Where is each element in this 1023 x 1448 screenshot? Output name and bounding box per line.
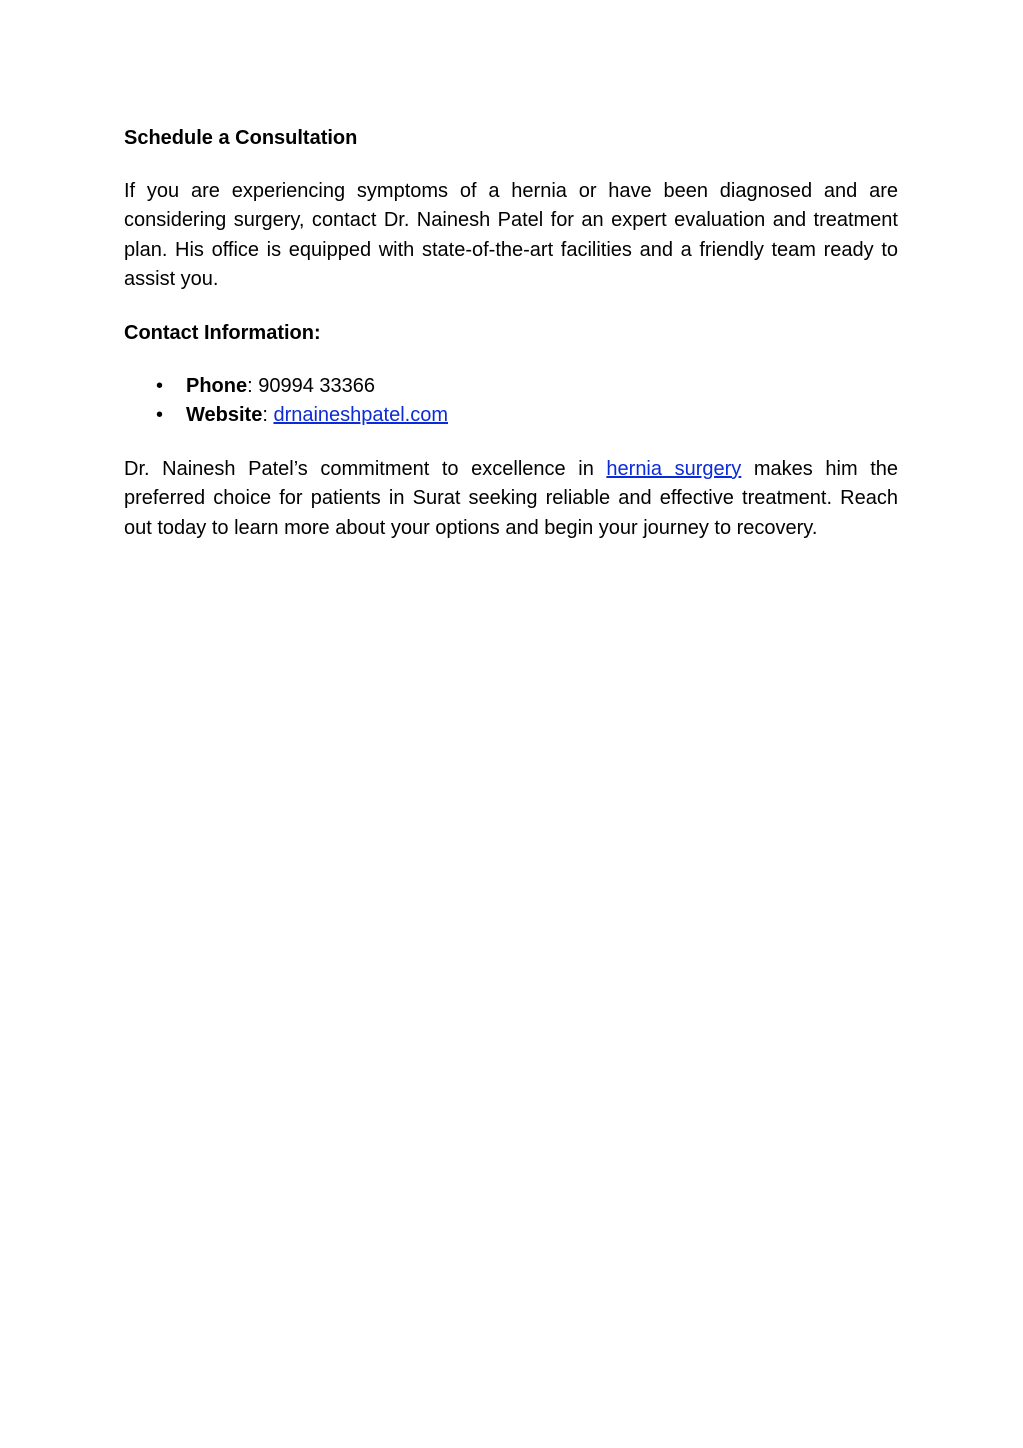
contact-list bbox=[124, 372, 898, 431]
contact-heading: Contact Information: bbox=[124, 321, 321, 344]
list-item-phone bbox=[124, 372, 898, 402]
list-item-website bbox=[124, 401, 898, 431]
phone-number: 90994 33366 bbox=[258, 374, 376, 397]
closing-text-end: makes him the preferred choice for patients in Surat seeking reliable and effective treatment. Reach out today to learn more about your options and begin your journey to recovery. bbox=[124, 457, 899, 539]
section-heading: Schedule a Consultation bbox=[124, 127, 358, 149]
intro-paragraph: If you are experiencing symptoms of a hernia or have been diagnosed and are considering surgery, contact Dr. Nainesh Patel for an expert evaluation and treatment plan. His office is equipped with state-of-the-art facilities and a friendly team ready to assist you. bbox=[124, 179, 898, 291]
bullet-icon: • bbox=[156, 374, 164, 397]
website-link[interactable]: drnaineshpatel.com bbox=[273, 404, 449, 427]
bullet-icon: • bbox=[156, 404, 164, 427]
closing-text-start: Dr. Nainesh Patel’s commitment to excellence in bbox=[124, 457, 607, 480]
hernia-surgery-link[interactable]: hernia surgery bbox=[606, 457, 742, 480]
document-page bbox=[124, 124, 898, 568]
website-label: Website bbox=[186, 404, 263, 427]
phone-separator: : bbox=[247, 374, 259, 397]
phone-label: Phone bbox=[186, 374, 248, 397]
closing-paragraph bbox=[124, 455, 898, 544]
website-separator: : bbox=[262, 404, 274, 427]
